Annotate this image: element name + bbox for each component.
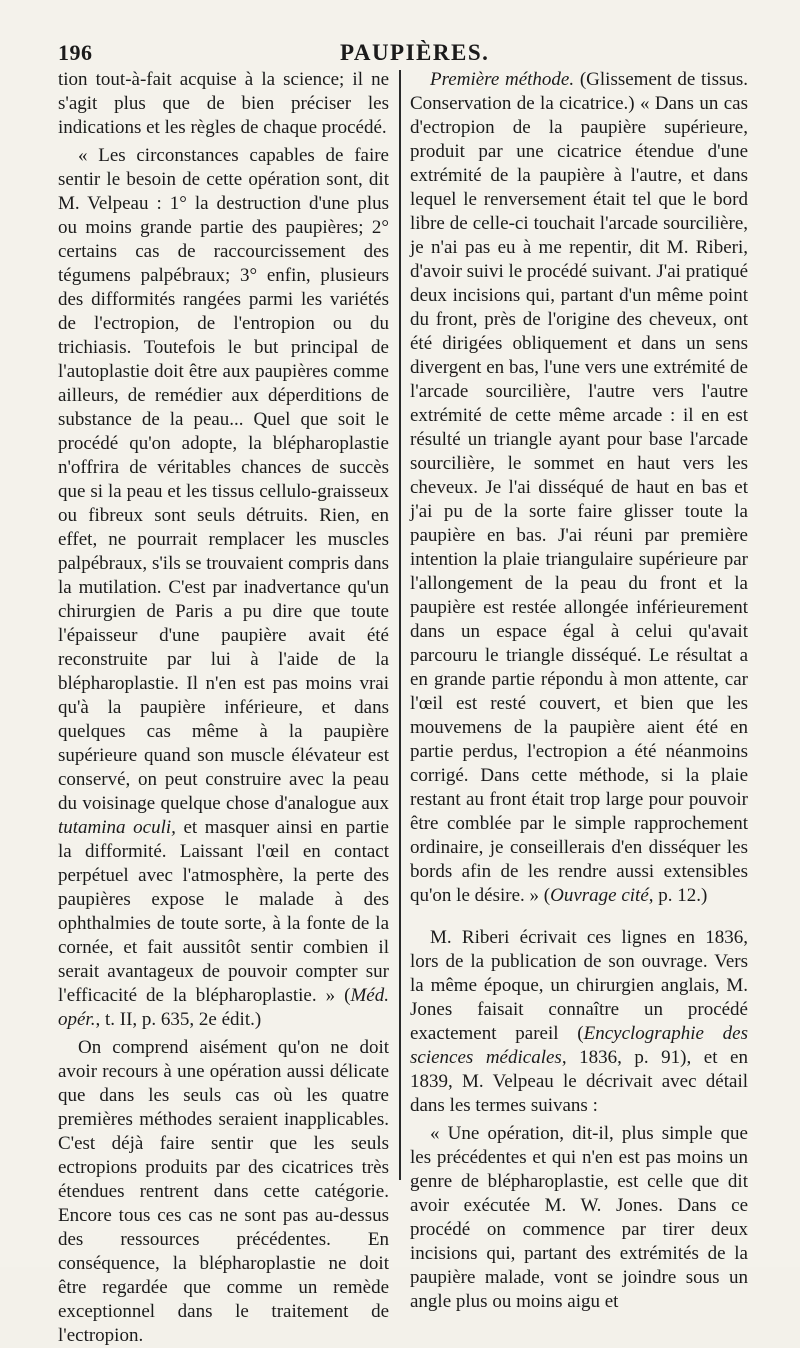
paragraph: On comprend aisément qu'on ne doit avoir recours à une opération aussi délicate que dans les seuls cas où les quatre premières méthodes seraient inapplicables. C'est déjà faire sentir que les seuls ectropions produits par des cicatrices très étendues rentrent dans cette catégorie. Encore tous ces cas ne sont pas au-dessus des ressources précédentes. En conséquence, la blépharoplastie ne doit être regardée que comme un remède exceptionnel dans le traitement de l'ectropion. <box>58 1037 389 1346</box>
text-run: et masquer ainsi en partie la difformité. Laissant l'œil en contact perpétuel avec l'atmosphère, la perte des paupières expose le malade à des ophthalmies de toute sorte, à la fonte de la cornée, et fait aussitôt sentir combien il serait avantageux de pouvoir compter sur l'efficacité de la blépharoplastie. » ( <box>58 817 389 1006</box>
italic-term: tutamina oculi, <box>58 817 176 838</box>
citation-title: Encyclographie des sciences médicales <box>410 1023 748 1068</box>
text-run: , 1836, p. 91), et en 1839, M. Velpeau le décrivait avec détail dans les termes suivans : <box>410 1047 748 1116</box>
paragraph-quote-velpeau <box>58 144 389 1032</box>
section-heading-italic: Première méthode. <box>430 69 575 90</box>
paragraph-quote-operation: « Une opération, dit-il, plus simple que les précédentes et qui n'en est pas moins un genre de blépharoplastie, est celle que dit avoir exécutée M. W. Jones. Dans ce procédé on commence par tirer deux incisions qui, partant des extrémités de la paupière malade, vont se joindre sous un angle plus ou moins aigu et <box>410 1123 748 1312</box>
text-run: M. Riberi écrivait ces lignes en 1836, lors de la publication de son ouvrage. Vers la même époque, un chirurgien anglais, M. Jones faisait connaître un procédé exactement pareil ( <box>410 927 748 1044</box>
paragraph-first-method <box>410 68 748 908</box>
citation-detail: , t. II, p. 635, 2e édit.) <box>95 1009 262 1030</box>
citation-title: Ouvrage cité <box>550 885 649 906</box>
column-divider <box>399 70 401 1180</box>
citation-detail: , p. 12.) <box>648 885 708 906</box>
paragraph: tion tout-à-fait acquise à la science; il ne s'agit plus que de bien préciser les indications et les règles de chaque procédé. <box>58 69 389 138</box>
text-run: (Glissement de tissus. Conservation de la cicatrice.) « Dans un cas d'ectropion de la paupière supérieure, produit par une cicatrice étendue d'une extrémité de la paupière à l'autre, et dans lequel le renversement était tel que le bord libre de celle-ci touchait l'arcade sourcilière, je n'ai pas eu à me repentir, dit M. Riberi, d'avoir suivi le procédé suivant. J'ai pratiqué deux incisions qui, partant d'un même point du front, près de l'origine des cheveux, ont été dirigées obliquement et dans un sens divergent en bas, l'une vers une extrémité de l'arcade sourcilière, l'autre vers l'autre extrémité de cette même arcade : il en est résulté un triangle ayant pour base l'arcade sourcilière, le sommet en haut vers les cheveux. Je l'ai disséqué de haut en bas et j'ai pu de la sorte faire glisser toute la paupière en bas. J'ai réuni par première intention la plaie triangulaire supérieure par l'allongement de la peau du front et la paupière est restée allongée inférieurement dans un espace égal à celui qu'avait parcouru le triangle disséqué. Le résultat a en grande partie répondu à mon attente, car l'œil est resté couvert, et bien que les mouvemens de la paupière aient été en partie perdus, l'ectropion a été néanmoins corrigé. Dans cette méthode, si la plaie restant au front était trop large pour pouvoir être comblée par le simple rapprochement ordinaire, je conseillerais d'en disséquer les bords afin de les rendre aussi extensibles qu'on le désire. » ( <box>410 69 749 906</box>
citation-title: Méd. opér. <box>58 985 389 1030</box>
right-column <box>410 68 748 1314</box>
running-title: PAUPIÈRES. <box>340 40 490 65</box>
text-run: « Les circonstances capables de faire sentir le besoin de cette opération sont, dit M. Velpeau : 1° la destruction d'une plus ou moins grande partie des paupières; 2° certains cas de raccourcissement des tégumens palpébraux; 3° enfin, plusieurs des difformités rangées parmi les variétés de l'ectropion, de l'entropion ou du trichiasis. Toutefois le but principal de l'autoplastie doit être aux paupières comme ailleurs, de remédier aux déperditions de substance de la peau... Quel que soit le procédé qu'on adopte, la blépharoplastie n'offrira de véritables chances de succès que si la peau et les tissus cellulo-graisseux ou fibreux sont seuls détruits. Rien, en effet, ne pourrait remplacer les muscles palpébraux, s'ils se trouvaient compris dans la mutilation. C'est par inadvertance qu'un chirurgien de Paris a pu dire que toute l'épaisseur d'une paupière avait été reconstruite par lui à l'aide de la blépharoplastie. Il n'en est pas moins vrai qu'à la paupière inférieure, et dans quelques cas même à la paupière supérieure quand son muscle élévateur est conservé, on peut construire avec la peau du voisinage quelque chose d'analogue aux <box>58 145 389 814</box>
running-head <box>58 40 748 70</box>
left-column <box>58 68 389 1348</box>
page-number: 196 <box>58 40 93 65</box>
paragraph-riberi <box>410 926 748 1118</box>
